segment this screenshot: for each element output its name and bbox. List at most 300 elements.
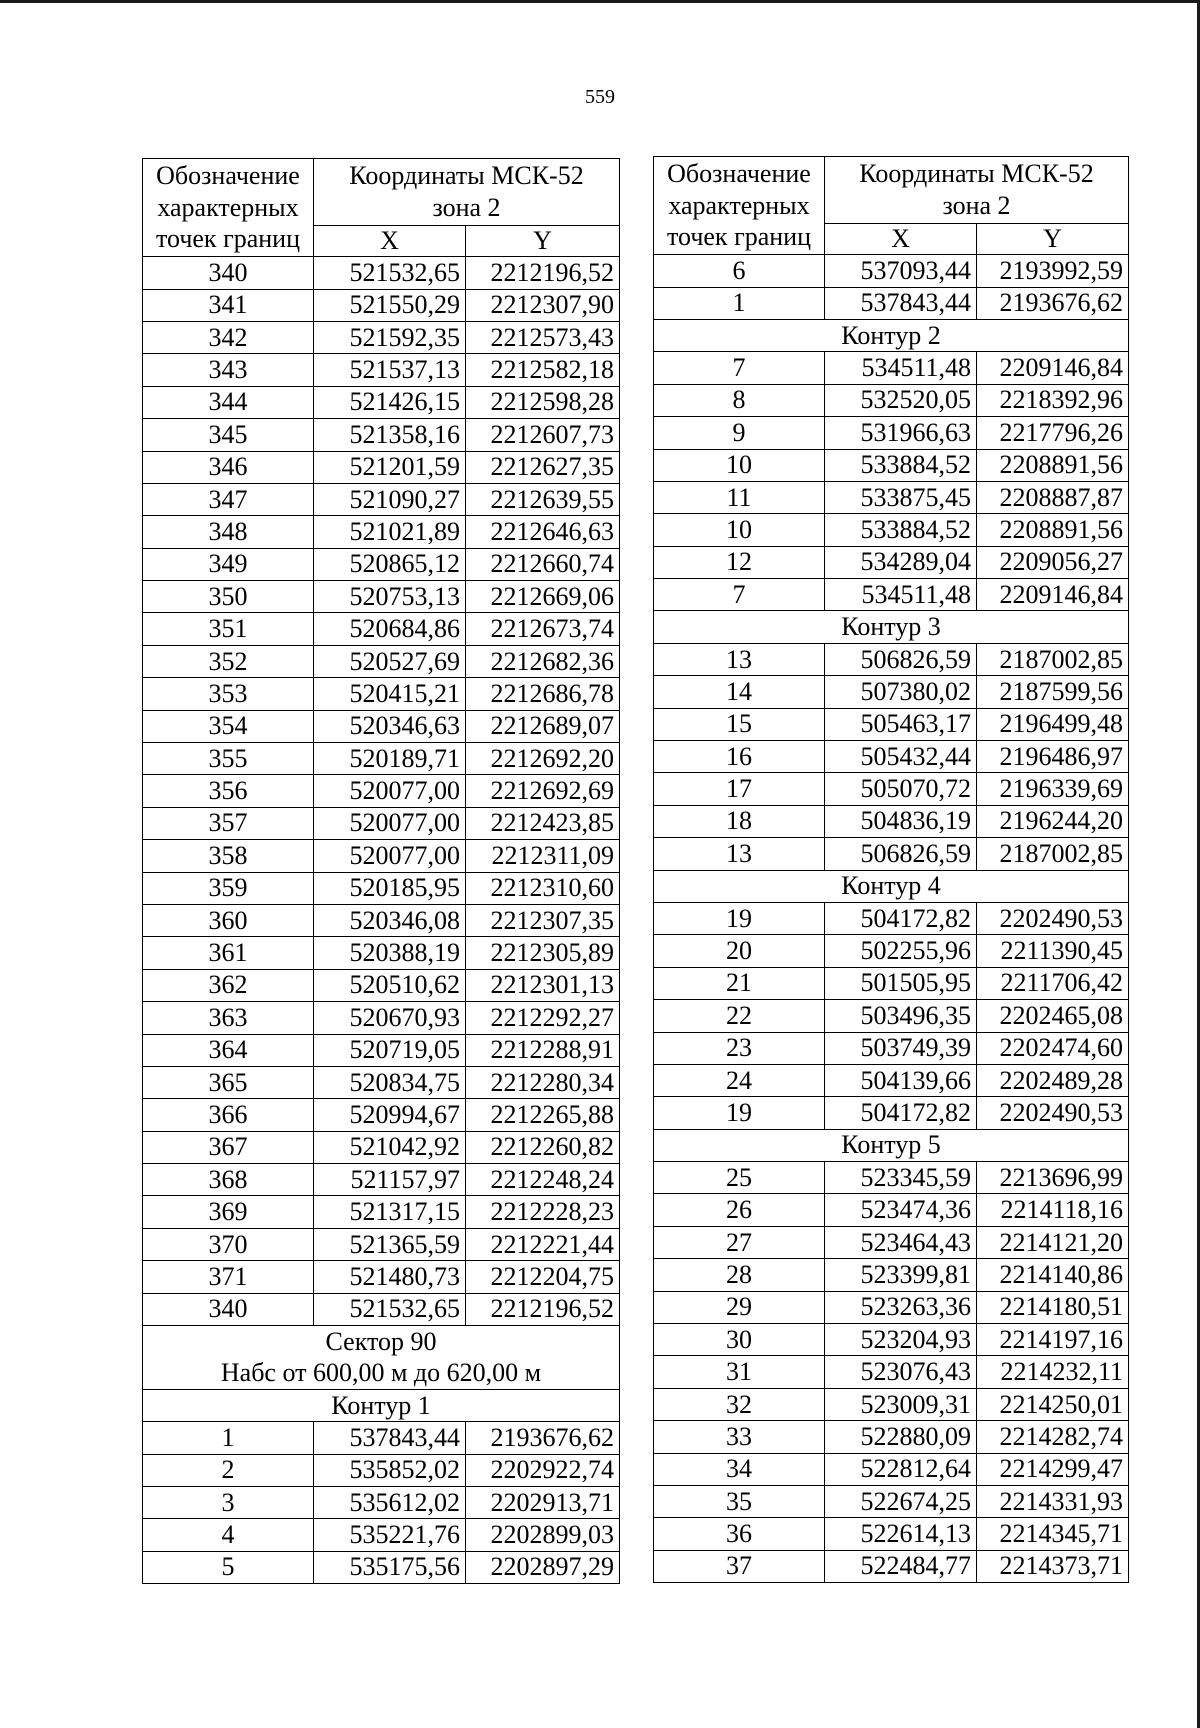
- table-row: [143, 1066, 620, 1098]
- coordinates-table-right-body: [654, 255, 1129, 1583]
- point-id-cell: 349: [143, 548, 314, 580]
- table-row: [654, 1032, 1129, 1064]
- table-row: [654, 1064, 1129, 1096]
- table-row: [654, 1518, 1129, 1550]
- point-id-cell: 36: [654, 1518, 825, 1550]
- table-row: [143, 969, 620, 1001]
- x-coordinate-cell: 503749,39: [825, 1032, 977, 1064]
- y-coordinate-cell: 2212307,35: [466, 904, 620, 936]
- x-coordinate-cell: 522484,77: [825, 1550, 977, 1582]
- x-coordinate-cell: 502255,96: [825, 935, 977, 967]
- y-coordinate-cell: 2212305,89: [466, 937, 620, 969]
- x-coordinate-cell: 521426,15: [314, 386, 466, 418]
- y-coordinate-cell: 2202913,71: [466, 1487, 620, 1519]
- contour-label: Контур 5: [654, 1129, 1129, 1161]
- y-coordinate-cell: 2212248,24: [466, 1164, 620, 1196]
- header-y: Y: [977, 224, 1129, 255]
- point-id-cell: 367: [143, 1131, 314, 1163]
- coordinates-table-right: [653, 156, 1129, 1583]
- point-id-cell: 340: [143, 257, 314, 289]
- y-coordinate-cell: 2211706,42: [977, 967, 1129, 999]
- table-row: [143, 1002, 620, 1034]
- point-id-cell: 10: [654, 449, 825, 481]
- table-row: [143, 581, 620, 613]
- x-coordinate-cell: 537843,44: [314, 1422, 466, 1454]
- table-row: [143, 872, 620, 904]
- x-coordinate-cell: 520185,95: [314, 872, 466, 904]
- y-coordinate-cell: 2214197,16: [977, 1324, 1129, 1356]
- table-row: [143, 1422, 620, 1454]
- y-coordinate-cell: 2212673,74: [466, 613, 620, 645]
- point-id-cell: 365: [143, 1066, 314, 1098]
- x-coordinate-cell: 533875,45: [825, 481, 977, 513]
- y-coordinate-cell: 2214282,74: [977, 1421, 1129, 1453]
- point-id-cell: 23: [654, 1032, 825, 1064]
- x-coordinate-cell: 506826,59: [825, 838, 977, 870]
- y-coordinate-cell: 2217796,26: [977, 417, 1129, 449]
- x-coordinate-cell: 521532,65: [314, 1293, 466, 1325]
- table-row: [654, 287, 1129, 319]
- header-coordinates-title: Координаты МСК-52: [349, 161, 584, 190]
- y-coordinate-cell: 2209146,84: [977, 352, 1129, 384]
- table-row: [143, 1196, 620, 1228]
- y-coordinate-cell: 2196339,69: [977, 773, 1129, 805]
- point-id-cell: 10: [654, 514, 825, 546]
- section-heading-row: [143, 1326, 620, 1358]
- table-row: [143, 678, 620, 710]
- x-coordinate-cell: 521480,73: [314, 1261, 466, 1293]
- table-row: [143, 1261, 620, 1293]
- contour-label: Контур 4: [654, 870, 1129, 902]
- y-coordinate-cell: 2214180,51: [977, 1291, 1129, 1323]
- point-id-cell: 344: [143, 386, 314, 418]
- x-coordinate-cell: 506826,59: [825, 643, 977, 675]
- y-coordinate-cell: 2202465,08: [977, 1000, 1129, 1032]
- x-coordinate-cell: 504139,66: [825, 1064, 977, 1096]
- x-coordinate-cell: 535612,02: [314, 1487, 466, 1519]
- table-row: [654, 481, 1129, 513]
- point-id-cell: 345: [143, 419, 314, 451]
- y-coordinate-cell: 2212307,90: [466, 289, 620, 321]
- table-row: [654, 1550, 1129, 1582]
- y-coordinate-cell: 2212598,28: [466, 386, 620, 418]
- point-id-cell: 27: [654, 1226, 825, 1258]
- point-id-cell: 369: [143, 1196, 314, 1228]
- y-coordinate-cell: 2214250,01: [977, 1388, 1129, 1420]
- x-coordinate-cell: 532520,05: [825, 384, 977, 416]
- table-row: [654, 1421, 1129, 1453]
- y-coordinate-cell: 2212301,13: [466, 969, 620, 1001]
- table-row: [654, 546, 1129, 578]
- header-point-designation-line: характерных: [157, 192, 299, 222]
- sector-label: Сектор 90: [143, 1326, 620, 1358]
- x-coordinate-cell: 521021,89: [314, 516, 466, 548]
- x-coordinate-cell: 523399,81: [825, 1259, 977, 1291]
- y-coordinate-cell: 2213696,99: [977, 1162, 1129, 1194]
- y-coordinate-cell: 2212310,60: [466, 872, 620, 904]
- point-id-cell: 353: [143, 678, 314, 710]
- point-id-cell: 370: [143, 1228, 314, 1260]
- table-row: [654, 902, 1129, 934]
- header-y: Y: [466, 226, 620, 257]
- point-id-cell: 13: [654, 643, 825, 675]
- x-coordinate-cell: 523474,36: [825, 1194, 977, 1226]
- table-row: [654, 1453, 1129, 1485]
- x-coordinate-cell: 520670,93: [314, 1002, 466, 1034]
- x-coordinate-cell: 504172,82: [825, 902, 977, 934]
- header-point-designation-line: точек границ: [155, 224, 301, 254]
- table-row: [143, 743, 620, 775]
- x-coordinate-cell: 520994,67: [314, 1099, 466, 1131]
- point-id-cell: 29: [654, 1291, 825, 1323]
- y-coordinate-cell: 2212660,74: [466, 548, 620, 580]
- table-row: [143, 937, 620, 969]
- table-row: [143, 1551, 620, 1583]
- y-coordinate-cell: 2208891,56: [977, 514, 1129, 546]
- point-id-cell: 8: [654, 384, 825, 416]
- table-row: [654, 1194, 1129, 1226]
- table-row: [654, 805, 1129, 837]
- coordinates-table-left: [142, 158, 620, 1584]
- x-coordinate-cell: 520077,00: [314, 840, 466, 872]
- contour-heading-row: [654, 1129, 1129, 1161]
- table-row: [654, 935, 1129, 967]
- point-id-cell: 30: [654, 1324, 825, 1356]
- table-row: [143, 483, 620, 515]
- contour-label: Контур 3: [654, 611, 1129, 643]
- x-coordinate-cell: 501505,95: [825, 967, 977, 999]
- x-coordinate-cell: 520527,69: [314, 645, 466, 677]
- point-id-cell: 17: [654, 773, 825, 805]
- y-coordinate-cell: 2193992,59: [977, 255, 1129, 287]
- y-coordinate-cell: 2212228,23: [466, 1196, 620, 1228]
- table-row: [143, 807, 620, 839]
- y-coordinate-cell: 2218392,96: [977, 384, 1129, 416]
- x-coordinate-cell: 520415,21: [314, 678, 466, 710]
- y-coordinate-cell: 2212582,18: [466, 354, 620, 386]
- x-coordinate-cell: 537093,44: [825, 255, 977, 287]
- y-coordinate-cell: 2212292,27: [466, 1002, 620, 1034]
- x-coordinate-cell: 523076,43: [825, 1356, 977, 1388]
- y-coordinate-cell: 2212669,06: [466, 581, 620, 613]
- point-id-cell: 25: [654, 1162, 825, 1194]
- x-coordinate-cell: 520189,71: [314, 743, 466, 775]
- point-id-cell: 22: [654, 1000, 825, 1032]
- x-coordinate-cell: 520834,75: [314, 1066, 466, 1098]
- coordinates-table-left-body: [143, 257, 620, 1584]
- table-row: [143, 710, 620, 742]
- table-row: [143, 1034, 620, 1066]
- table-row: [143, 257, 620, 289]
- header-coordinates-zone: зона 2: [942, 190, 1011, 220]
- y-coordinate-cell: 2212196,52: [466, 257, 620, 289]
- y-coordinate-cell: 2212573,43: [466, 321, 620, 353]
- point-id-cell: 18: [654, 805, 825, 837]
- point-id-cell: 1: [654, 287, 825, 319]
- x-coordinate-cell: 521550,29: [314, 289, 466, 321]
- point-id-cell: 368: [143, 1164, 314, 1196]
- header-coordinates: [314, 159, 620, 226]
- y-coordinate-cell: 2193676,62: [466, 1422, 620, 1454]
- x-coordinate-cell: 505432,44: [825, 741, 977, 773]
- y-coordinate-cell: 2212686,78: [466, 678, 620, 710]
- y-coordinate-cell: 2196499,48: [977, 708, 1129, 740]
- x-coordinate-cell: 521157,97: [314, 1164, 466, 1196]
- x-coordinate-cell: 504172,82: [825, 1097, 977, 1129]
- y-coordinate-cell: 2202474,60: [977, 1032, 1129, 1064]
- x-coordinate-cell: 520346,08: [314, 904, 466, 936]
- point-id-cell: 355: [143, 743, 314, 775]
- table-row: [654, 1324, 1129, 1356]
- table-row: [654, 352, 1129, 384]
- table-row: [143, 904, 620, 936]
- header-coordinates: [825, 157, 1129, 224]
- table-row: [143, 548, 620, 580]
- y-coordinate-cell: 2202490,53: [977, 902, 1129, 934]
- point-id-cell: 4: [143, 1519, 314, 1551]
- table-row: [143, 1164, 620, 1196]
- y-coordinate-cell: 2202897,29: [466, 1551, 620, 1583]
- x-coordinate-cell: 521042,92: [314, 1131, 466, 1163]
- table-row: [654, 967, 1129, 999]
- y-coordinate-cell: 2187002,85: [977, 838, 1129, 870]
- point-id-cell: 348: [143, 516, 314, 548]
- y-coordinate-cell: 2187002,85: [977, 643, 1129, 675]
- table-row: [654, 1388, 1129, 1420]
- table-row: [143, 775, 620, 807]
- y-coordinate-cell: 2196486,97: [977, 741, 1129, 773]
- x-coordinate-cell: 505463,17: [825, 708, 977, 740]
- x-coordinate-cell: 521090,27: [314, 483, 466, 515]
- section-heading-row: [143, 1357, 620, 1389]
- height-range-label: Набс от 600,00 м до 620,00 м: [143, 1357, 620, 1389]
- y-coordinate-cell: 2202922,74: [466, 1454, 620, 1486]
- table-row: [654, 384, 1129, 416]
- x-coordinate-cell: 520510,62: [314, 969, 466, 1001]
- page-number: 559: [585, 86, 615, 108]
- y-coordinate-cell: 2209146,84: [977, 579, 1129, 611]
- y-coordinate-cell: 2212627,35: [466, 451, 620, 483]
- point-id-cell: 12: [654, 546, 825, 578]
- contour-heading-row: [654, 870, 1129, 902]
- x-coordinate-cell: 521365,59: [314, 1228, 466, 1260]
- point-id-cell: 7: [654, 579, 825, 611]
- x-coordinate-cell: 534511,48: [825, 352, 977, 384]
- y-coordinate-cell: 2212221,44: [466, 1228, 620, 1260]
- table-row: [143, 645, 620, 677]
- point-id-cell: 37: [654, 1550, 825, 1582]
- header-point-designation-line: Обозначение: [667, 159, 811, 188]
- table-row: [143, 840, 620, 872]
- y-coordinate-cell: 2214140,86: [977, 1259, 1129, 1291]
- contour-heading-row: [654, 319, 1129, 351]
- point-id-cell: 35: [654, 1486, 825, 1518]
- y-coordinate-cell: 2202899,03: [466, 1519, 620, 1551]
- y-coordinate-cell: 2212265,88: [466, 1099, 620, 1131]
- header-point-designation-line: Обозначение: [156, 161, 300, 190]
- y-coordinate-cell: 2196244,20: [977, 805, 1129, 837]
- x-coordinate-cell: 520077,00: [314, 807, 466, 839]
- table-row: [654, 1486, 1129, 1518]
- table-row: [654, 676, 1129, 708]
- y-coordinate-cell: 2214118,16: [977, 1194, 1129, 1226]
- x-coordinate-cell: 533884,52: [825, 449, 977, 481]
- point-id-cell: 20: [654, 935, 825, 967]
- x-coordinate-cell: 523263,36: [825, 1291, 977, 1323]
- point-id-cell: 3: [143, 1487, 314, 1519]
- x-coordinate-cell: 520077,00: [314, 775, 466, 807]
- header-x: X: [825, 224, 977, 255]
- header-coordinates-zone: зона 2: [432, 192, 501, 222]
- point-id-cell: 24: [654, 1064, 825, 1096]
- y-coordinate-cell: 2212692,20: [466, 743, 620, 775]
- header-point-designation: [654, 157, 825, 255]
- point-id-cell: 352: [143, 645, 314, 677]
- x-coordinate-cell: 521317,15: [314, 1196, 466, 1228]
- y-coordinate-cell: 2208891,56: [977, 449, 1129, 481]
- table-row: [143, 289, 620, 321]
- table-row: [654, 708, 1129, 740]
- point-id-cell: 5: [143, 1551, 314, 1583]
- point-id-cell: 371: [143, 1261, 314, 1293]
- table-row: [654, 449, 1129, 481]
- scan-border-top: [0, 0, 1200, 3]
- point-id-cell: 2: [143, 1454, 314, 1486]
- table-row: [143, 1519, 620, 1551]
- contour-label: Контур 2: [654, 319, 1129, 351]
- table-row: [143, 386, 620, 418]
- x-coordinate-cell: 520684,86: [314, 613, 466, 645]
- point-id-cell: 9: [654, 417, 825, 449]
- x-coordinate-cell: 523345,59: [825, 1162, 977, 1194]
- y-coordinate-cell: 2211390,45: [977, 935, 1129, 967]
- point-id-cell: 32: [654, 1388, 825, 1420]
- point-id-cell: 358: [143, 840, 314, 872]
- point-id-cell: 361: [143, 937, 314, 969]
- table-row: [143, 613, 620, 645]
- y-coordinate-cell: 2202490,53: [977, 1097, 1129, 1129]
- table-row: [654, 741, 1129, 773]
- x-coordinate-cell: 533884,52: [825, 514, 977, 546]
- point-id-cell: 16: [654, 741, 825, 773]
- point-id-cell: 13: [654, 838, 825, 870]
- table-row: [654, 1259, 1129, 1291]
- y-coordinate-cell: 2212311,09: [466, 840, 620, 872]
- point-id-cell: 33: [654, 1421, 825, 1453]
- table-row: [654, 514, 1129, 546]
- table-row: [143, 1228, 620, 1260]
- y-coordinate-cell: 2209056,27: [977, 546, 1129, 578]
- x-coordinate-cell: 523009,31: [825, 1388, 977, 1420]
- point-id-cell: 342: [143, 321, 314, 353]
- contour-heading-row: [654, 611, 1129, 643]
- point-id-cell: 360: [143, 904, 314, 936]
- x-coordinate-cell: 522674,25: [825, 1486, 977, 1518]
- point-id-cell: 357: [143, 807, 314, 839]
- x-coordinate-cell: 505070,72: [825, 773, 977, 805]
- y-coordinate-cell: 2214345,71: [977, 1518, 1129, 1550]
- y-coordinate-cell: 2214331,93: [977, 1486, 1129, 1518]
- x-coordinate-cell: 535175,56: [314, 1551, 466, 1583]
- y-coordinate-cell: 2212639,55: [466, 483, 620, 515]
- x-coordinate-cell: 535852,02: [314, 1454, 466, 1486]
- point-id-cell: 34: [654, 1453, 825, 1485]
- table-row: [143, 1099, 620, 1131]
- table-row: [654, 1162, 1129, 1194]
- point-id-cell: 364: [143, 1034, 314, 1066]
- point-id-cell: 354: [143, 710, 314, 742]
- y-coordinate-cell: 2208887,87: [977, 481, 1129, 513]
- point-id-cell: 14: [654, 676, 825, 708]
- table-row: [143, 419, 620, 451]
- point-id-cell: 7: [654, 352, 825, 384]
- point-id-cell: 28: [654, 1259, 825, 1291]
- point-id-cell: 366: [143, 1099, 314, 1131]
- point-id-cell: 21: [654, 967, 825, 999]
- header-point-designation: [143, 159, 314, 257]
- point-id-cell: 1: [143, 1422, 314, 1454]
- x-coordinate-cell: 520346,63: [314, 710, 466, 742]
- point-id-cell: 341: [143, 289, 314, 321]
- y-coordinate-cell: 2212682,36: [466, 645, 620, 677]
- y-coordinate-cell: 2212646,63: [466, 516, 620, 548]
- point-id-cell: 343: [143, 354, 314, 386]
- table-row: [654, 1226, 1129, 1258]
- point-id-cell: 359: [143, 872, 314, 904]
- x-coordinate-cell: 522614,13: [825, 1518, 977, 1550]
- table-row: [654, 643, 1129, 675]
- x-coordinate-cell: 531966,63: [825, 417, 977, 449]
- header-coordinates-title: Координаты МСК-52: [859, 159, 1094, 188]
- contour-heading-row: [143, 1389, 620, 1421]
- table-row: [143, 451, 620, 483]
- y-coordinate-cell: 2193676,62: [977, 287, 1129, 319]
- header-point-designation-line: точек границ: [666, 222, 812, 252]
- table-row: [143, 516, 620, 548]
- x-coordinate-cell: 523204,93: [825, 1324, 977, 1356]
- x-coordinate-cell: 523464,43: [825, 1226, 977, 1258]
- point-id-cell: 347: [143, 483, 314, 515]
- y-coordinate-cell: 2212692,69: [466, 775, 620, 807]
- point-id-cell: 19: [654, 1097, 825, 1129]
- point-id-cell: 31: [654, 1356, 825, 1388]
- table-row: [654, 1356, 1129, 1388]
- y-coordinate-cell: 2202489,28: [977, 1064, 1129, 1096]
- y-coordinate-cell: 2214232,11: [977, 1356, 1129, 1388]
- point-id-cell: 19: [654, 902, 825, 934]
- table-row: [143, 1131, 620, 1163]
- x-coordinate-cell: 520388,19: [314, 937, 466, 969]
- x-coordinate-cell: 520753,13: [314, 581, 466, 613]
- y-coordinate-cell: 2214121,20: [977, 1226, 1129, 1258]
- x-coordinate-cell: 537843,44: [825, 287, 977, 319]
- table-row: [654, 579, 1129, 611]
- header-point-designation-line: характерных: [668, 190, 810, 220]
- x-coordinate-cell: 521537,13: [314, 354, 466, 386]
- x-coordinate-cell: 507380,02: [825, 676, 977, 708]
- y-coordinate-cell: 2212204,75: [466, 1261, 620, 1293]
- table-row: [654, 773, 1129, 805]
- x-coordinate-cell: 520719,05: [314, 1034, 466, 1066]
- point-id-cell: 362: [143, 969, 314, 1001]
- y-coordinate-cell: 2212288,91: [466, 1034, 620, 1066]
- table-row: [143, 1487, 620, 1519]
- table-row: [143, 354, 620, 386]
- x-coordinate-cell: 503496,35: [825, 1000, 977, 1032]
- table-row: [143, 1454, 620, 1486]
- y-coordinate-cell: 2212689,07: [466, 710, 620, 742]
- x-coordinate-cell: 504836,19: [825, 805, 977, 837]
